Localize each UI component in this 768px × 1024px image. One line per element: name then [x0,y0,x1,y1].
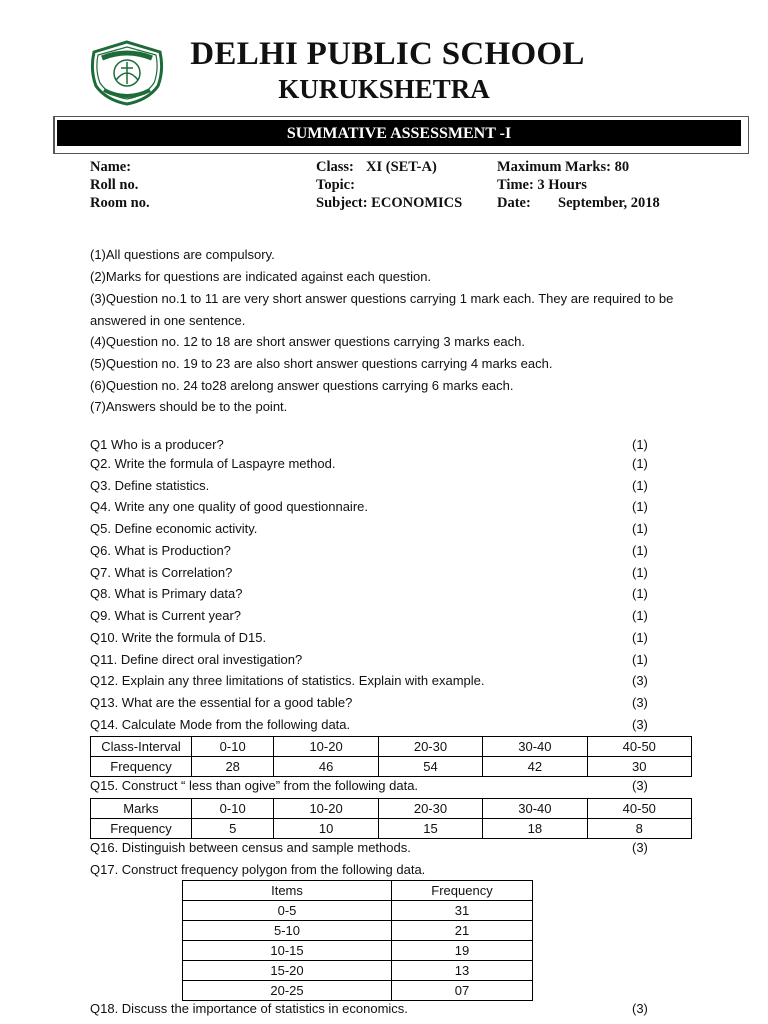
question-6-marks: (1) [632,543,648,558]
question-6: Q6. What is Production? [90,543,231,558]
question-18: Q18. Discuss the importance of statistics in economics. [90,1001,408,1016]
table-cell: Items [183,881,392,901]
date-value: September, 2018 [558,195,660,211]
table-cell: 40-50 [587,799,691,819]
question-14: Q14. Calculate Mode from the following data. [90,717,351,732]
question-2: Q2. Write the formula of Laspayre method. [90,456,336,471]
question-18-marks: (3) [632,1001,648,1016]
question-14-marks: (3) [632,717,648,732]
table-cell: Marks [91,799,192,819]
table-cell: 20-30 [378,737,482,757]
roll-label: Roll no. [90,177,139,193]
table-cell: 0-10 [192,737,274,757]
table-cell: 54 [378,757,482,777]
question-9-marks: (1) [632,608,648,623]
question-16-marks: (3) [632,840,648,855]
table-cell: 0-10 [192,799,274,819]
question-7: Q7. What is Correlation? [90,565,233,580]
table-cell: 5-10 [183,921,392,941]
mode-data-table [90,736,692,777]
question-13: Q13. What are the essential for a good table? [90,695,353,710]
table-cell: 10 [274,819,378,839]
question-17: Q17. Construct frequency polygon from the following data. [90,862,426,877]
table-cell: 46 [274,757,378,777]
table-cell: 10-15 [183,941,392,961]
question-4-marks: (1) [632,499,648,514]
table-cell: Frequency [91,757,192,777]
class-value: XI (SET-A) [366,159,437,175]
table-cell: 19 [392,941,533,961]
table-cell: 18 [483,819,587,839]
table-cell: 8 [587,819,691,839]
instruction-6: (6)Question no. 24 to28 arelong answer questions carrying 6 marks each. [90,378,514,393]
table-row [183,901,533,921]
instruction-7: (7)Answers should be to the point. [90,399,288,414]
question-4: Q4. Write any one quality of good questionnaire. [90,499,368,514]
table-cell: 31 [392,901,533,921]
question-5-marks: (1) [632,521,648,536]
table-row [183,921,533,941]
table-row [91,819,692,839]
instruction-1: (1)All questions are compulsory. [90,247,275,262]
table-cell: 15 [378,819,482,839]
time: Time: 3 Hours [497,177,587,193]
table-cell: 10-20 [274,737,378,757]
question-1: Q1 Who is a producer? [90,437,224,452]
table-cell: 30-40 [483,737,587,757]
question-3: Q3. Define statistics. [90,478,210,493]
table-cell: 20-30 [378,799,482,819]
question-3-marks: (1) [632,478,648,493]
assessment-title: SUMMATIVE ASSESSMENT -I [57,120,741,146]
question-11: Q11. Define direct oral investigation? [90,652,303,667]
table-cell: 42 [483,757,587,777]
question-13-marks: (3) [632,695,648,710]
room-label: Room no. [90,195,150,211]
question-16: Q16. Distinguish between census and sample methods. [90,840,411,855]
table-cell: Frequency [91,819,192,839]
table-cell: 07 [392,981,533,1001]
table-row [183,961,533,981]
question-10: Q10. Write the formula of D15. [90,630,267,645]
question-1-marks: (1) [632,437,648,452]
question-10-marks: (1) [632,630,648,645]
table-row [91,799,692,819]
subject: Subject: ECONOMICS [316,195,463,211]
frequency-data-table [182,880,533,1001]
question-8: Q8. What is Primary data? [90,586,243,601]
table-row [91,757,692,777]
instruction-3: (3)Question no.1 to 11 are very short answer questions carrying 1 mark each. They are required to be answered in one sentence. [90,291,674,328]
school-city: KURUKSHETRA [278,74,490,104]
name-label: Name: [90,159,132,175]
table-cell: Frequency [392,881,533,901]
table-cell: 30-40 [483,799,587,819]
question-2-marks: (1) [632,456,648,471]
question-15: Q15. Construct “ less than ogive” from the following data. [90,778,419,793]
question-7-marks: (1) [632,565,648,580]
table-cell: 28 [192,757,274,777]
table-cell: 20-25 [183,981,392,1001]
table-row [183,881,533,901]
date-label: Date: [497,195,531,211]
table-row [91,737,692,757]
max-marks: Maximum Marks: 80 [497,159,630,175]
table-cell: 13 [392,961,533,981]
instruction-5: (5)Question no. 19 to 23 are also short answer questions carrying 4 marks each. [90,356,553,371]
table-cell: 5 [192,819,274,839]
instruction-2: (2)Marks for questions are indicated against each question. [90,269,432,284]
table-cell: 40-50 [587,737,691,757]
ogive-data-table [90,798,692,839]
topic-label: Topic: [316,177,355,193]
question-5: Q5. Define economic activity. [90,521,258,536]
table-cell: 15-20 [183,961,392,981]
table-row [183,941,533,961]
table-row [183,981,533,1001]
question-12-marks: (3) [632,673,648,688]
table-cell: 21 [392,921,533,941]
question-12: Q12. Explain any three limitations of statistics. Explain with example. [90,673,485,688]
instruction-4: (4)Question no. 12 to 18 are short answer questions carrying 3 marks each. [90,334,525,349]
question-15-marks: (3) [632,778,648,793]
school-name: DELHI PUBLIC SCHOOL [190,36,585,72]
question-8-marks: (1) [632,586,648,601]
table-cell: 0-5 [183,901,392,921]
table-cell: Class-Interval [91,737,192,757]
table-cell: 10-20 [274,799,378,819]
table-cell: 30 [587,757,691,777]
class-label: Class: [316,159,354,175]
question-9: Q9. What is Current year? [90,608,241,623]
question-11-marks: (1) [632,652,648,667]
